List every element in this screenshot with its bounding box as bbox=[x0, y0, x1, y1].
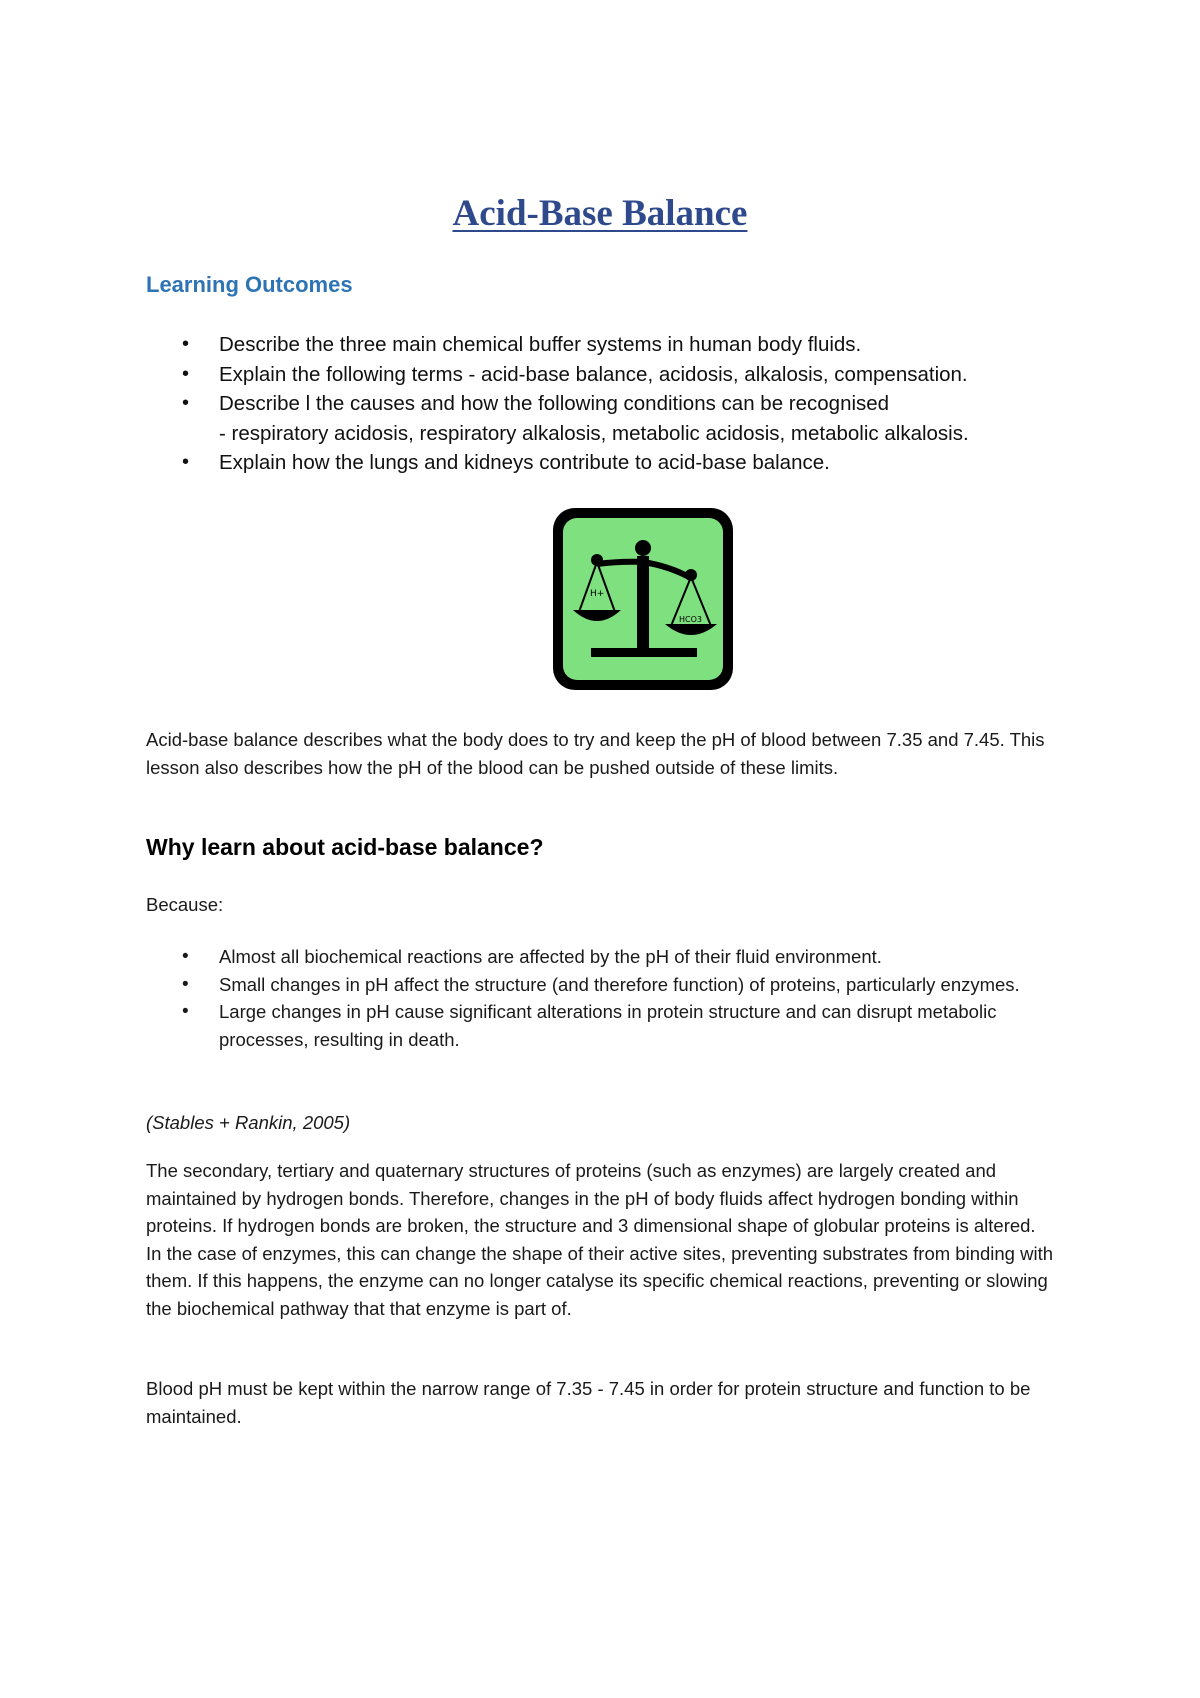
list-item-text: Explain the following terms - acid-base balance, acidosis, alkalosis, compensation. bbox=[219, 362, 968, 386]
intro-paragraph: Acid-base balance describes what the body does to try and keep the pH of blood between 7.35 and 7.45. This lesson also describes how the pH of the blood can be pushed outside of these limits. bbox=[146, 729, 1045, 778]
list-item-text: Almost all biochemical reactions are affected by the pH of their fluid environment. bbox=[219, 946, 882, 967]
list-item bbox=[146, 448, 1046, 478]
list-item bbox=[146, 971, 1056, 999]
proteins-paragraph: The secondary, tertiary and quaternary structures of proteins (such as enzymes) are largely created and maintained by hydrogen bonds. Therefore, changes in the pH of body fluids affect hydrogen bonding within proteins. If hydrogen bonds are broken, the structure and 3 dimensional shape of globular proteins is altered. In the case of enzymes, this can change the shape of their active sites, preventing substrates from binding with them. If this happens, the enzyme can no longer catalyse its specific chemical reactions, preventing or slowing the biochemical pathway that that enzyme is part of. bbox=[146, 1160, 1053, 1319]
learning-outcomes-list bbox=[146, 330, 1046, 478]
learning-outcomes-heading: Learning Outcomes bbox=[146, 272, 353, 297]
citation: (Stables + Rankin, 2005) bbox=[146, 1112, 351, 1133]
why-learn-heading: Why learn about acid-base balance? bbox=[146, 834, 544, 860]
page-title: Acid-Base Balance bbox=[452, 193, 748, 234]
list-item-text: Large changes in pH cause significant alterations in protein structure and can disrupt metabolic processes, resulting in death. bbox=[219, 1001, 997, 1050]
list-item-text: Describe the three main chemical buffer systems in human body fluids. bbox=[219, 333, 862, 356]
scale-pillar bbox=[637, 556, 649, 652]
scale-base bbox=[591, 648, 697, 657]
list-item bbox=[146, 360, 1046, 390]
list-item-text: Small changes in pH affect the structure (and therefore function) of proteins, particularly enzymes. bbox=[219, 973, 1020, 995]
because-lead: Because: bbox=[146, 894, 224, 915]
left-pan-label: H+ bbox=[590, 589, 605, 599]
list-item bbox=[146, 330, 1046, 360]
list-item-continuation: - respiratory acidosis, respiratory alkalosis, metabolic acidosis, metabolic alkalosis. bbox=[219, 421, 969, 445]
list-item-text: Explain how the lungs and kidneys contribute to acid-base balance. bbox=[219, 451, 830, 474]
scale-knob bbox=[635, 540, 651, 556]
balance-scale-graphic bbox=[551, 506, 735, 692]
list-item bbox=[146, 389, 1046, 448]
balance-scale-icon bbox=[551, 506, 735, 692]
list-item bbox=[146, 998, 1056, 1053]
list-item-text: Describe l the causes and how the following conditions can be recognised bbox=[219, 392, 890, 415]
right-pan-label: HCO3 bbox=[679, 615, 702, 624]
list-item bbox=[146, 943, 1056, 971]
blood-ph-paragraph: Blood pH must be kept within the narrow range of 7.35 - 7.45 in order for protein structure and function to be maintained. bbox=[146, 1378, 1031, 1427]
why-learn-list bbox=[146, 943, 1056, 1053]
